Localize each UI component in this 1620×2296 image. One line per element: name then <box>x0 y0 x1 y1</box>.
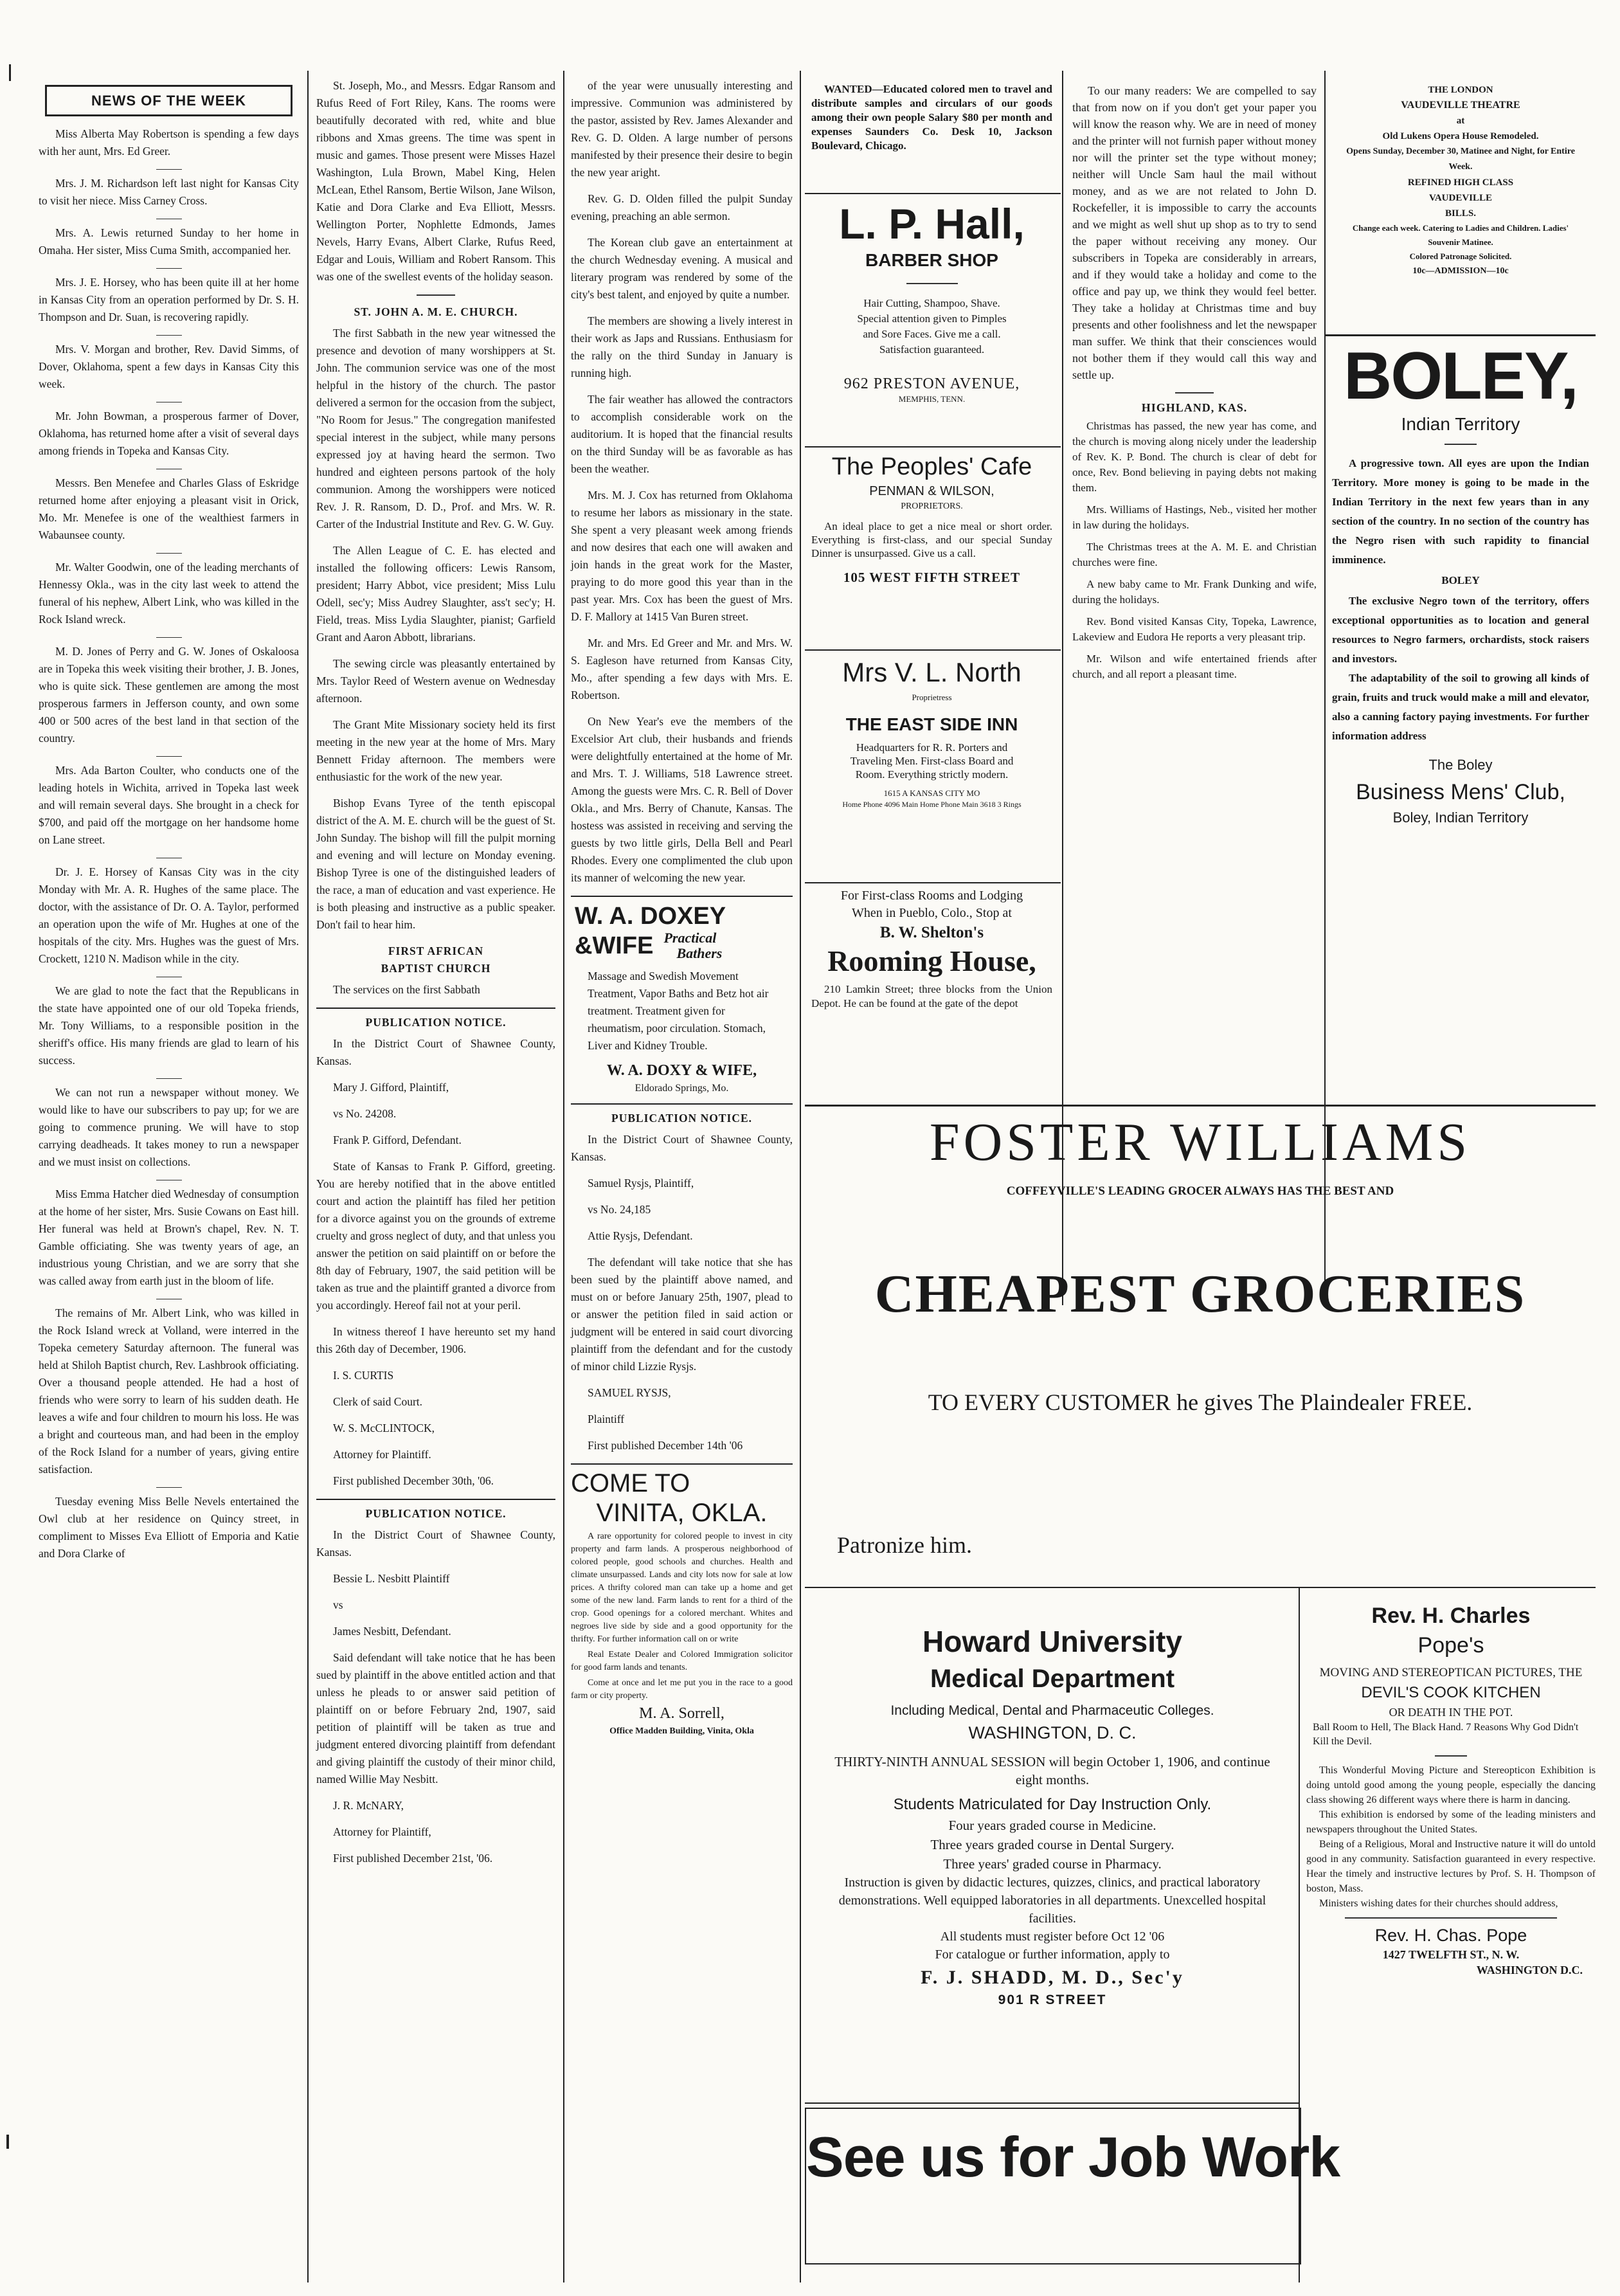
notice-line: W. S. McCLINTOCK, <box>333 1422 435 1434</box>
notice-line: Said defendant will take notice that he has been sued by plaintiff in the above entitled action and that unless he pleads to or answer said petition of plaintiff on or before February 2nd, 1907, said petition of plaintiff will be taken as true and judgment entered divorcing plaintiff from defendant and giving plaintiff the custody of their minor child, named Willie May Nesbitt. <box>316 1651 555 1785</box>
news-paragraph: We are glad to note the fact that the Republicans in the state have appointed one of our old Topeka friends, Mr. Tony Williams, to a responsible position in the sheriff's office. His many friends are glad to learn of his success. <box>39 984 299 1067</box>
baptist-heading: BAPTIST CHURCH <box>381 962 491 975</box>
publication-notice <box>316 1035 555 1490</box>
pope-title: DEVIL'S COOK KITCHEN <box>1361 1684 1541 1701</box>
boley-ad <box>1332 341 1589 1087</box>
barber-body: Hair Cutting, Shampoo, Shave. Special attention given to Pimples and Sore Faces. Give me a call. Satisfaction guaranteed. <box>857 297 1007 356</box>
readers-text: To our many readers: We are compelled to say that from now on if you don't get your paper you will know the reason why. We are in need of money and the printer will not furnish paper without money nor will the printer set the type without money; neither will Uncle Sam haul the mail without money, and as we are not related to John D. Rockefeller, it is impossible to carry the accounts and we might as well shut up shop as to try to send the paper without receiving any money. Our subscribers in Topeka are considerably in arrears, and if they would take a holiday and come to the office and pay up, we think they would feel better. They take a holiday at Christmas time and buy presents and other foolishness and let the newspaper man suffer. We think that their consciences would not bother them if they would call this way and settle up. <box>1072 84 1317 381</box>
notice-line: Bessie L. Nesbitt Plaintiff <box>333 1572 450 1585</box>
vinita-heading: COME TO <box>571 1469 690 1497</box>
foster-cheapest: CHEAPEST GROCERIES <box>874 1264 1526 1324</box>
ad-divider <box>805 193 1061 194</box>
howard-secretary: F. J. SHADD, M. D., Sec'y <box>921 1967 1184 1988</box>
theatre-line: VAUDEVILLE <box>1428 193 1493 203</box>
divider <box>156 1487 182 1488</box>
news-of-week-title: NEWS OF THE WEEK <box>45 85 292 116</box>
cafe-ad <box>811 451 1052 644</box>
highland-paragraph: A new baby came to Mr. Frank Dunking and wife, during the holidays. <box>1072 578 1317 606</box>
theatre-line: BILLS. <box>1445 208 1476 219</box>
vinita-body: Come at once and let me put you in the race to a good farm or city property. <box>571 1678 793 1701</box>
vinita-heading: VINITA, OKLA. <box>596 1499 768 1527</box>
notice-line: In witness thereof I have hereunto set my hand this 26th day of December, 1906. <box>316 1325 555 1355</box>
notice-line: In the District Court of Shawnee County, Kansas. <box>316 1037 555 1067</box>
inn-body: Headquarters for R. R. Porters and Traveling Men. First-class Board and Room. Everything strictly modern. <box>850 741 1014 781</box>
notice-line: Plaintiff <box>588 1413 625 1425</box>
news-column-2 <box>316 77 555 2282</box>
page-edge-mark <box>9 64 11 81</box>
ad-divider <box>805 882 1061 883</box>
doxey-signature: W. A. DOXY & WIFE, <box>606 1062 757 1079</box>
baptist-text: The services on the first Sabbath <box>333 983 480 996</box>
theatre-line: Opens Sunday, December 30, Matinee and Night, for Entire Week. <box>1346 147 1575 172</box>
notice-line: Frank P. Gifford, Defendant. <box>333 1134 462 1146</box>
cafe-name: The Peoples' Cafe <box>831 453 1032 480</box>
ad-divider <box>805 649 1061 651</box>
banner-bottom-rule <box>805 1587 1596 1588</box>
news-paragraph: Mrs. J. M. Richardson left last night for Kansas City to visit her niece. Miss Carney Cross. <box>39 177 299 207</box>
church-paragraph: The sewing circle was pleasantly entertained by Mrs. Taylor Reed of Western avenue on Wednesday afternoon. <box>316 657 555 705</box>
howard-session: THIRTY-NINTH ANNUAL SESSION will begin October 1, 1906, and continue eight months. <box>834 1754 1270 1787</box>
notice-line: J. R. McNARY, <box>333 1799 404 1812</box>
news-paragraph: Messrs. Ben Menefee and Charles Glass of Eskridge returned home after enjoying a pleasant visit in Orick, Mo. Mr. Menefee is one of the wealthiest farmers in Wabaunsee county. <box>39 476 299 541</box>
boley-heading: BOLEY <box>1441 574 1480 586</box>
theatre-ad <box>1332 82 1589 333</box>
rooming-address: 210 Lamkin Street; three blocks from the Union Depot. He can be found at the gate of the depot <box>811 983 1052 1009</box>
readers-notice <box>1072 82 1317 680</box>
boley-text: The adaptability of the soil to growing all kinds of grain, fruits and truck would make a mill and elevator, also a canning factory paying investments. For further information address <box>1332 672 1589 742</box>
news-paragraph: Mr. John Bowman, a prosperous farmer of Dover, Oklahoma, has returned home after a visit of several days among friends in Topeka and Kansas City. <box>39 410 299 457</box>
pope-name: Rev. H. Charles <box>1371 1604 1531 1628</box>
ad-divider <box>805 446 1061 447</box>
news-paragraph: The members are showing a lively interest in their work as Japs and Russians. Enthusiasm for the rally on the third Sunday in January is running high. <box>571 314 793 379</box>
news-paragraph: of the year were unusually interesting and impressive. Communion was administered by the pastor, assisted by Rev. James Alexander and Rev. G. D. Olden. A large number of persons manifested by their presence their desire to begin the new year aright. <box>571 79 793 179</box>
ad-divider <box>805 2102 1299 2104</box>
boley-text: The exclusive Negro town of the territory, offers exceptional opportunities as to location and general resources to Negro farmers, orchardists, stock raisers and investors. <box>1332 595 1589 665</box>
pope-text: Being of a Religious, Moral and Instructive nature it will do untold good in any community. Satisfaction guaranteed in every respective. Hear the timely and instructive lectures by Prof. S. H. Thompson of boston, Mass. <box>1306 1839 1596 1894</box>
pope-text: This Wonderful Moving Picture and Stereopticon Exhibition is doing untold good among the young people, especially the dancing class showing 26 different ways where there is harm in dancing. <box>1306 1765 1596 1805</box>
church-paragraph: The Allen League of C. E. has elected and installed the following officers: Lewis Ransom, president; Harry Abbot, vice president; Miss Lulu Odell, sec'y; Miss Audrey Slaughter, ass't sec'y; H. Field, treas. Miss Lydia Slaughter, pianist; Garfield Grant and Aaron Abbott, librarians. <box>316 544 555 644</box>
notice-line: Samuel Rysjs, Plaintiff, <box>588 1177 694 1189</box>
highland-paragraph: Mrs. Williams of Hastings, Neb., visited her mother in law during the holidays. <box>1072 503 1317 531</box>
notice-line: First published December 21st, '06. <box>333 1852 493 1865</box>
barber-name: L. P. Hall, <box>839 200 1025 248</box>
news-items <box>39 125 299 1562</box>
boley-title: BOLEY, <box>1344 339 1578 413</box>
howard-register: All students must register before Oct 12 '06 <box>940 1930 1165 1944</box>
barber-sub: BARBER SHOP <box>865 250 998 270</box>
boley-text: A progressive town. All eyes are upon the Indian Territory. More money is going to be made in the Indian Territory in the next few years than in any section of the country. In no section of the country has the Negro risen with such rapidity to financial imminence. <box>1332 457 1589 566</box>
theatre-line: 10c—ADMISSION—10c <box>1412 266 1509 276</box>
church-heading: ST. JOHN A. M. E. CHURCH. <box>354 305 518 318</box>
inn-phone: Home Phone 4096 Main Home Phone Main 3618 3 Rings <box>842 800 1022 809</box>
howard-students: Students Matriculated for Day Instruction Only. <box>893 1796 1212 1813</box>
divider <box>417 294 455 296</box>
news-paragraph: On New Year's eve the members of the Excelsior Art club, their husbands and friends were delightfully entertained at the home of Mr. and Mrs. T. J. Williams, 518 Lawrence street. Among the guests were Mrs. C. R. Bell of Dover Okla., and Mrs. Berry of Chanute, Kansas. The hostess was assisted in receiving and serving the guests by two little girls, Della Bell and Pearl Rhodes. Every one complimented the club upon its manner of welcoming the new year. <box>571 715 793 884</box>
notice-line: Clerk of said Court. <box>333 1395 423 1408</box>
notice-line: The defendant will take notice that she has been sued by the plaintiff above named, and must on or before January 25th, 1907, plead to or answer the petition filed in said action or judgment will be entered in said court divorcing plaintiff from the defendant and for the custody of minor child Lizzie Rysjs. <box>571 1256 793 1373</box>
pope-name: Pope's <box>1418 1633 1484 1658</box>
foster-patronize: Patronize him. <box>837 1532 972 1558</box>
foster-sub: COFFEYVILLE'S LEADING GROCER ALWAYS HAS THE BEST AND <box>1006 1184 1394 1198</box>
vinita-ad <box>571 1469 793 1740</box>
notice-heading: PUBLICATION NOTICE. <box>611 1112 752 1125</box>
church-news <box>316 325 555 934</box>
news-paragraph: St. Joseph, Mo., and Messrs. Edgar Ransom and Rufus Reed of Fort Riley, Kans. The rooms were beautifully decorated with red, white and blue ribbons and Xmas greens. The time was spent in music and games. Those present were Misses Hazel Washington, Lula Brown, Mabel King, Helen McLean, Ethel Ransom, Bertie Wilson, Jane Wilson, Katie and Dora Clarke and Eva Elliott, Messrs. Wellington Porter, Nophlette Edmonds, James Nevels, Harry Evans, Albert Clarke, Rufus Reed, Edgar and Louis, William and Robert Ransom. This was one of the swellest events of the holiday season. <box>316 79 555 283</box>
doxey-name: W. A. DOXEY <box>575 903 726 930</box>
doxey-tagline: Bathers <box>676 945 723 961</box>
news-paragraph: Mrs. M. J. Cox has returned from Oklahoma to resume her labors as missionary in the state. She spent a very pleasant week among friends and now desires that each one will awaken and join hands in the great work for the Master, praying to do more good this year than in the past year. Mrs. Cox has been the guest of Mrs. D. F. Mallory at 1415 Van Buren street. <box>571 489 793 623</box>
news-paragraph: Mr. Walter Goodwin, one of the leading merchants of Hennessy Okla., was in the city last week to attend the funeral of his nephew, Albert Link, who was killed in the Rock Island wreck. <box>39 561 299 626</box>
doxey-ad <box>571 902 793 1097</box>
news-paragraph: The fair weather has allowed the contractors to accomplish considerable work on the auditorium. It is hoped that the financial results on the third Sunday will be as favorable as has been the weather. <box>571 393 793 475</box>
theatre-line: THE LONDON <box>1428 85 1493 95</box>
notice-line: In the District Court of Shawnee County, Kansas. <box>316 1528 555 1559</box>
howard-course: Four years graded course in Medicine. <box>948 1818 1156 1833</box>
boley-club: The Boley <box>1428 757 1493 773</box>
notice-heading: PUBLICATION NOTICE. <box>365 1507 507 1520</box>
church-news-continued <box>571 77 793 887</box>
notice-heading: PUBLICATION NOTICE. <box>365 1016 507 1029</box>
howard-ad <box>811 1595 1293 2057</box>
barber-ad <box>811 198 1052 436</box>
column-rule <box>563 71 564 2282</box>
doxey-place: Eldorado Springs, Mo. <box>634 1083 729 1094</box>
howard-course: Three years' graded course in Pharmacy. <box>943 1856 1162 1872</box>
barber-address: 962 PRESTON AVENUE, <box>843 375 1020 392</box>
inn-proprietress: Proprietress <box>912 692 952 702</box>
cafe-address: 105 WEST FIFTH STREET <box>843 570 1021 585</box>
pope-text: Ministers wishing dates for their churches should address, <box>1319 1898 1558 1909</box>
pope-films: Ball Room to Hell, The Black Hand. 7 Reasons Why God Didn't Kill the Devil. <box>1313 1722 1579 1747</box>
foster-name: FOSTER WILLIAMS <box>929 1112 1472 1172</box>
banner-top-rule <box>805 1105 1596 1107</box>
howard-address: 901 R STREET <box>998 1993 1107 2007</box>
job-work-text: See us for Job Work <box>806 2125 1340 2189</box>
news-paragraph: We can not run a newspaper without money. We would like to have our subscribers to pay up; for we are going to commence pruning. We will have to stop carrying deadheads. It takes money to run a newspaper and we must insist on collections. <box>39 1086 299 1168</box>
cafe-owners: PENMAN & WILSON, <box>869 484 995 498</box>
news-paragraph: Mr. and Mrs. Ed Greer and Mr. and Mrs. W. S. Eagleson have returned from Kansas City, Mo., after spending a few days with Mrs. E. Robertson. <box>571 637 793 701</box>
notice-line: First published December 30th, '06. <box>333 1474 494 1487</box>
news-paragraph: Mrs. A. Lewis returned Sunday to her home in Omaha. Her sister, Miss Cuma Smith, accompanied her. <box>39 226 299 257</box>
divider <box>156 268 182 269</box>
pope-subtitle: OR DEATH IN THE POT. <box>1389 1706 1513 1719</box>
notice-line: vs No. 24208. <box>333 1107 397 1120</box>
notice-line: I. S. CURTIS <box>333 1369 394 1382</box>
baptist-heading: FIRST AFRICAN <box>388 945 484 957</box>
vinita-body: Real Estate Dealer and Colored Immigration solicitor for good farm lands and tenants. <box>571 1650 793 1672</box>
news-paragraph: Miss Alberta May Robertson is spending a few days with her aunt, Mrs. Ed Greer. <box>39 127 299 158</box>
notice-line: vs <box>333 1598 343 1611</box>
theatre-line: Colored Patronage Solicited. <box>1409 251 1512 261</box>
pope-contact: WASHINGTON D.C. <box>1476 1964 1583 1976</box>
rooming-name: Rooming House, <box>827 945 1036 977</box>
theatre-line: VAUDEVILLE THEATRE <box>1401 100 1520 111</box>
column-rule <box>800 71 801 2282</box>
wanted-text: WANTED—Educated colored men to travel and distribute samples and circulars of our goods among their own people Salary $80 per month and expenses Saunders Co. Desk 10, Jackson Boulevard, Chicago. <box>811 83 1052 152</box>
divider <box>156 637 182 638</box>
howard-course: Three years graded course in Dental Surgery. <box>930 1837 1174 1852</box>
howard-instruction: Instruction is given by didactic lectures, quizzes, clinics, and practical laboratory demonstrations. Well equipped laboratories in all departments. Unexcelled hospital facilities. <box>838 1876 1266 1926</box>
theatre-line: Change each week. Catering to Ladies and Children. Ladies' Souvenir Matinee. <box>1352 223 1569 247</box>
job-work-ad <box>805 2108 1340 2264</box>
church-paragraph: The Grant Mite Missionary society held its first meeting in the new year at the home of Mrs. Mary Bennett Friday afternoon. The members were enthusiastic for the work of the new year. <box>316 718 555 783</box>
highland-heading: HIGHLAND, KAS. <box>1141 401 1248 414</box>
howard-colleges: Including Medical, Dental and Pharmaceutic Colleges. <box>890 1703 1214 1718</box>
church-paragraph: The first Sabbath in the new year witnessed the presence and devotion of many worshippers at St. John. The communion service was one of the most helpful in the history of the church. The pastor delivered a sermon for the occasion from the subject, "No Room for Jesus." The congregation manifested special interest in the subject, while many persons expressed joy at having heard the sermon. Two hundred and eighteen persons partook of the holy communion. Among the worshippers were noticed Rev. J. R. Ransom, D. D., Prof. and Mrs. W. R. Carter of the Industrial Institute and Rev. G. W. Guy. <box>316 327 555 530</box>
news-paragraph: Rev. G. D. Olden filled the pulpit Sunday evening, preaching an able sermon. <box>571 192 793 222</box>
inn-owner: Mrs V. L. North <box>842 657 1022 687</box>
news-column-3 <box>571 77 793 2282</box>
news-paragraph: The Korean club gave an entertainment at the church Wednesday evening. A musical and literary program was rendered by some of the city's best talent, and enjoyed by quite a number. <box>571 236 793 301</box>
boley-club: Business Mens' Club, <box>1356 780 1565 804</box>
notice-line: State of Kansas to Frank P. Gifford, greeting. You are hereby notified that in the above entitled court and action the plaintiff has filed her petition for a divorce against you on the grounds of extreme cruelty and gross neglect of duty, and that unless you answer the petition on said plaintiff on or before the 8th day of February, 1907, the said petition will be taken as true and the plaintiff granted a divorce from you accordingly. Hereof fail not at your peril. <box>316 1160 555 1312</box>
notice-line: First published December 14th '06 <box>588 1439 743 1452</box>
divider <box>156 169 182 170</box>
pope-contact: Rev. H. Chas. Pope <box>1374 1926 1527 1945</box>
notice-line: Attie Rysjs, Defendant. <box>588 1229 693 1242</box>
inn-address: 1615 A KANSAS CITY MO <box>883 788 980 798</box>
news-paragraph: Mrs. Ada Barton Coulter, who conducts one of the leading hotels in Wichita, arrived in Topeka last week and will remain several days. She brought in a check for $700, and paid off the mortgage on her handsome home on Lane street. <box>39 764 299 846</box>
doxey-tagline: Practical <box>663 930 717 946</box>
rooming-lead: For First-class Rooms and Lodging When in Pueblo, Colo., Stop at <box>840 889 1023 920</box>
doxey-body: Massage and Swedish Movement Treatment, Vapor Baths and Betz hot air treatment. Treatment given for rheumatism, poor circulation. Stomach, Liver and Kidney Trouble. <box>588 970 769 1052</box>
boley-club: Boley, Indian Territory <box>1392 809 1529 826</box>
church-paragraph: Bishop Evans Tyree of the tenth episcopal district of the A. M. E. church will be the guest of St. John Sunday. The bishop will fill the pulpit morning and evening and will lecture on Monday evening. Bishop Tyree is one of the distinguished leaders of the race, a man of education and vast experience. He is both pleasing and instructive as a public speaker. Don't fail to hear him. <box>316 797 555 931</box>
publication-notice <box>316 1526 555 1867</box>
vinita-office: Office Madden Building, Vinita, Okla <box>609 1726 754 1736</box>
notice-line: vs No. 24,185 <box>588 1203 651 1216</box>
news-paragraph: M. D. Jones of Perry and G. W. Jones of Oskaloosa are in Topeka this week visiting their brother, J. B. Jones, who is quite sick. These gentlemen are among the most prosperous farmers in Jefferson county, and own some 400 or 500 acres of the best land in that section of the country. <box>39 645 299 745</box>
vinita-signature: M. A. Sorrell, <box>639 1705 724 1722</box>
highland-paragraph: Rev. Bond visited Kansas City, Topeka, Lawrence, Lakeview and Eudora He reports a very pleasant trip. <box>1072 615 1317 643</box>
notice-line: James Nesbitt, Defendant. <box>333 1625 451 1638</box>
divider <box>156 553 182 554</box>
howard-city: WASHINGTON, D. C. <box>968 1723 1137 1742</box>
wanted-ad <box>811 82 1052 192</box>
ad-divider <box>1326 334 1596 336</box>
theatre-line: at <box>1456 116 1465 126</box>
vinita-body: A rare opportunity for colored people to invest in city property and farm lands. A prosperous neighborhood of colored people, good schools and churches. Health and climate unsurpassed. Lands and city lots now for sale at low prices. A thrifty colored man can take up a home and get some of the new land. Farm lands to rent for a third of the crop. Good openings for a colored merchant. Whites and negroes live side by side and a good opportunity for the thrifty. For further information call on or write <box>571 1532 793 1644</box>
notice-line: In the District Court of Shawnee County, Kansas. <box>571 1133 793 1163</box>
rooming-ad <box>811 887 1052 1099</box>
theatre-line: Old Lukens Opera House Remodeled. <box>1382 131 1539 141</box>
news-paragraph: Mrs. J. E. Horsey, who has been quite ill at her home in Kansas City from an operation performed by Dr. S. H. Thompson and Dr. Suan, is recovering rapidly. <box>39 276 299 323</box>
notice-line: Attorney for Plaintiff. <box>333 1448 431 1461</box>
news-paragraph: Tuesday evening Miss Belle Nevels entertained the Owl club at her residence on Quincy street, in compliment to Misses Eva Elliott of Emporia and Katie and Dora Clarke of <box>39 1495 299 1560</box>
divider <box>156 335 182 336</box>
inn-name: THE EAST SIDE INN <box>845 714 1018 734</box>
pope-contact: 1427 TWELFTH ST., N. W. <box>1382 1948 1520 1961</box>
pope-ad <box>1306 1595 1596 2276</box>
news-paragraph: Miss Emma Hatcher died Wednesday of consumption at the home of her sister, Mrs. Susie Cowans on East hill. Her funeral was held at Brown's chapel, Rev. N. T. Gamble officiating. She was twenty years of age, an industrious young Christian, and we are sorry that she was called away from earth just in the bloom of life. <box>39 1188 299 1287</box>
news-column-1 <box>39 77 299 2282</box>
howard-dept: Medical Department <box>930 1665 1175 1693</box>
highland-paragraph: Christmas has passed, the new year has come, and the church is moving along nicely under the leadership of Rev. K. P. Bond. The church is clear of debt for once, Rev. Bond believing in paying debts not making them. <box>1072 420 1317 494</box>
boley-subtitle: Indian Territory <box>1401 414 1520 434</box>
doxey-wife: &WIFE <box>575 932 654 959</box>
highland-news <box>1072 419 1317 682</box>
highland-paragraph: The Christmas trees at the A. M. E. and Christian churches were fine. <box>1072 541 1317 568</box>
news-paragraph: The remains of Mr. Albert Link, who was killed in the Rock Island wreck at Volland, were interred in the Topeka cemetery Saturday afternoon. The funeral was held at Shiloh Baptist church, Rev. Lashbrook officiating. Over a thousand people attended. He had a host of friends who were sorry to learn of his sudden death. He leaves a wife and four children to mourn his loss. He was a bright and courteous man, and had been in the employ of the Rock Island for a number of years, giving entire satisfaction. <box>39 1306 299 1476</box>
pope-text: This exhibition is endorsed by some of the leading ministers and newspapers throughout the United States. <box>1306 1809 1596 1835</box>
rooming-owner: B. W. Shelton's <box>879 924 984 941</box>
page-edge-mark <box>6 2135 9 2149</box>
publication-notice <box>571 1131 793 1454</box>
foster-ad <box>805 1107 1596 1586</box>
news-paragraph: Mrs. V. Morgan and brother, Rev. David Simms, of Dover, Oklahoma, spent a few days in Kansas City this week. <box>39 343 299 390</box>
continued-text <box>316 77 555 285</box>
pope-pictures: MOVING AND STEREOPTICAN PICTURES, THE <box>1319 1666 1583 1679</box>
divider <box>156 756 182 757</box>
howard-catalogue: For catalogue or further information, apply to <box>935 1948 1170 1962</box>
news-paragraph: Dr. J. E. Horsey of Kansas City was in the city Monday with Mr. A. R. Hughes of the same place. The doctor, with the assistance of Dr. O. A. Taylor, performed an operation upon the wife of Mr. Hughes at one of the hospitals of the city. Mrs. Hughes was the guest of Mrs. Crockett, 1210 N. Madison while in the city. <box>39 865 299 965</box>
column-rule <box>307 71 309 2282</box>
howard-title: Howard University <box>923 1625 1182 1658</box>
theatre-line: REFINED HIGH CLASS <box>1407 177 1514 188</box>
notice-line: SAMUEL RYSJS, <box>588 1386 671 1399</box>
cafe-proprietors: PROPRIETORS. <box>901 502 963 511</box>
inn-ad <box>811 655 1052 892</box>
cafe-body: An ideal place to get a nice meal or short order. Everything is first-class, and our special Sunday Dinner is unsurpassed. Give us a call. <box>811 520 1052 559</box>
barber-city: MEMPHIS, TENN. <box>898 394 966 404</box>
foster-free: TO EVERY CUSTOMER he gives The Plaindealer FREE. <box>928 1389 1473 1415</box>
notice-line: Mary J. Gifford, Plaintiff, <box>333 1081 449 1094</box>
highland-paragraph: Mr. Wilson and wife entertained friends after church, and all report a pleasant time. <box>1072 653 1317 680</box>
divider <box>156 1078 182 1079</box>
notice-line: Attorney for Plaintiff, <box>333 1825 431 1838</box>
